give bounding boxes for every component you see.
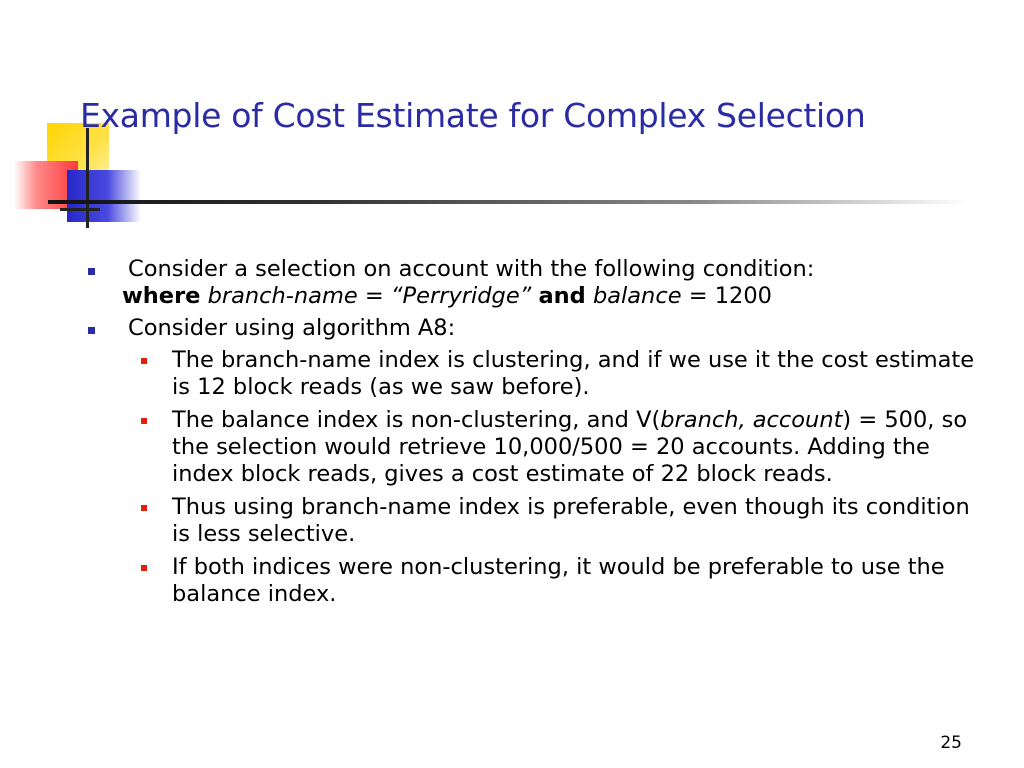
sub-bullet-square-icon xyxy=(141,505,147,511)
logo-blue-square xyxy=(67,170,141,222)
sub-bullet-non-clustering xyxy=(128,554,987,608)
bullet-algorithm-a8 xyxy=(84,315,984,342)
bullet-text: Consider using algorithm A8: xyxy=(128,315,456,341)
condition-expression: branch-name = “Perryridge” xyxy=(207,283,532,309)
sub-bullet-text: If both indices were non-clustering, it would be preferable to use the balance index. xyxy=(172,554,945,607)
sub-bullet-preferable xyxy=(128,494,987,548)
sub-bullet-square-icon xyxy=(141,418,147,424)
sub-bullet-text: The branch-name index is clustering, and if we use it the cost estimate is 12 block reads (as we saw before). xyxy=(172,347,975,400)
condition-line xyxy=(122,283,984,310)
sub-bullet-text-post: ) = 500, so the selection would retrieve 10,000/500 = 20 accounts. Adding the index block reads, gives a cost estimate of 22 block reads. xyxy=(172,407,968,487)
logo-vertical-line xyxy=(86,128,89,228)
slide-content xyxy=(84,256,984,614)
logo-short-line xyxy=(60,208,100,211)
sub-bullet-balance-index xyxy=(128,407,987,488)
bullet-square-icon xyxy=(88,268,95,275)
keyword-and: and xyxy=(538,283,586,309)
title-underline xyxy=(48,200,968,204)
condition-attribute: balance xyxy=(592,283,682,309)
condition-value: = 1200 xyxy=(681,283,772,309)
bullet-selection-condition xyxy=(84,256,984,310)
bullet-text: Consider a selection on account with the following condition: xyxy=(128,256,815,282)
sub-bullet-text-italic: branch, account xyxy=(660,407,843,433)
sub-bullet-square-icon xyxy=(141,565,147,571)
sub-bullet-text-pre: The balance index is non-clustering, and V( xyxy=(172,407,661,433)
sub-bullet-branch-index xyxy=(128,347,987,401)
keyword-where: where xyxy=(122,283,201,309)
sub-bullet-text: Thus using branch-name index is preferable, even though its condition is less selective. xyxy=(172,494,970,547)
page-number: 25 xyxy=(940,733,962,753)
slide-title: Example of Cost Estimate for Complex Selection xyxy=(80,96,866,135)
sub-bullet-square-icon xyxy=(141,358,147,364)
bullet-square-icon xyxy=(88,327,95,334)
